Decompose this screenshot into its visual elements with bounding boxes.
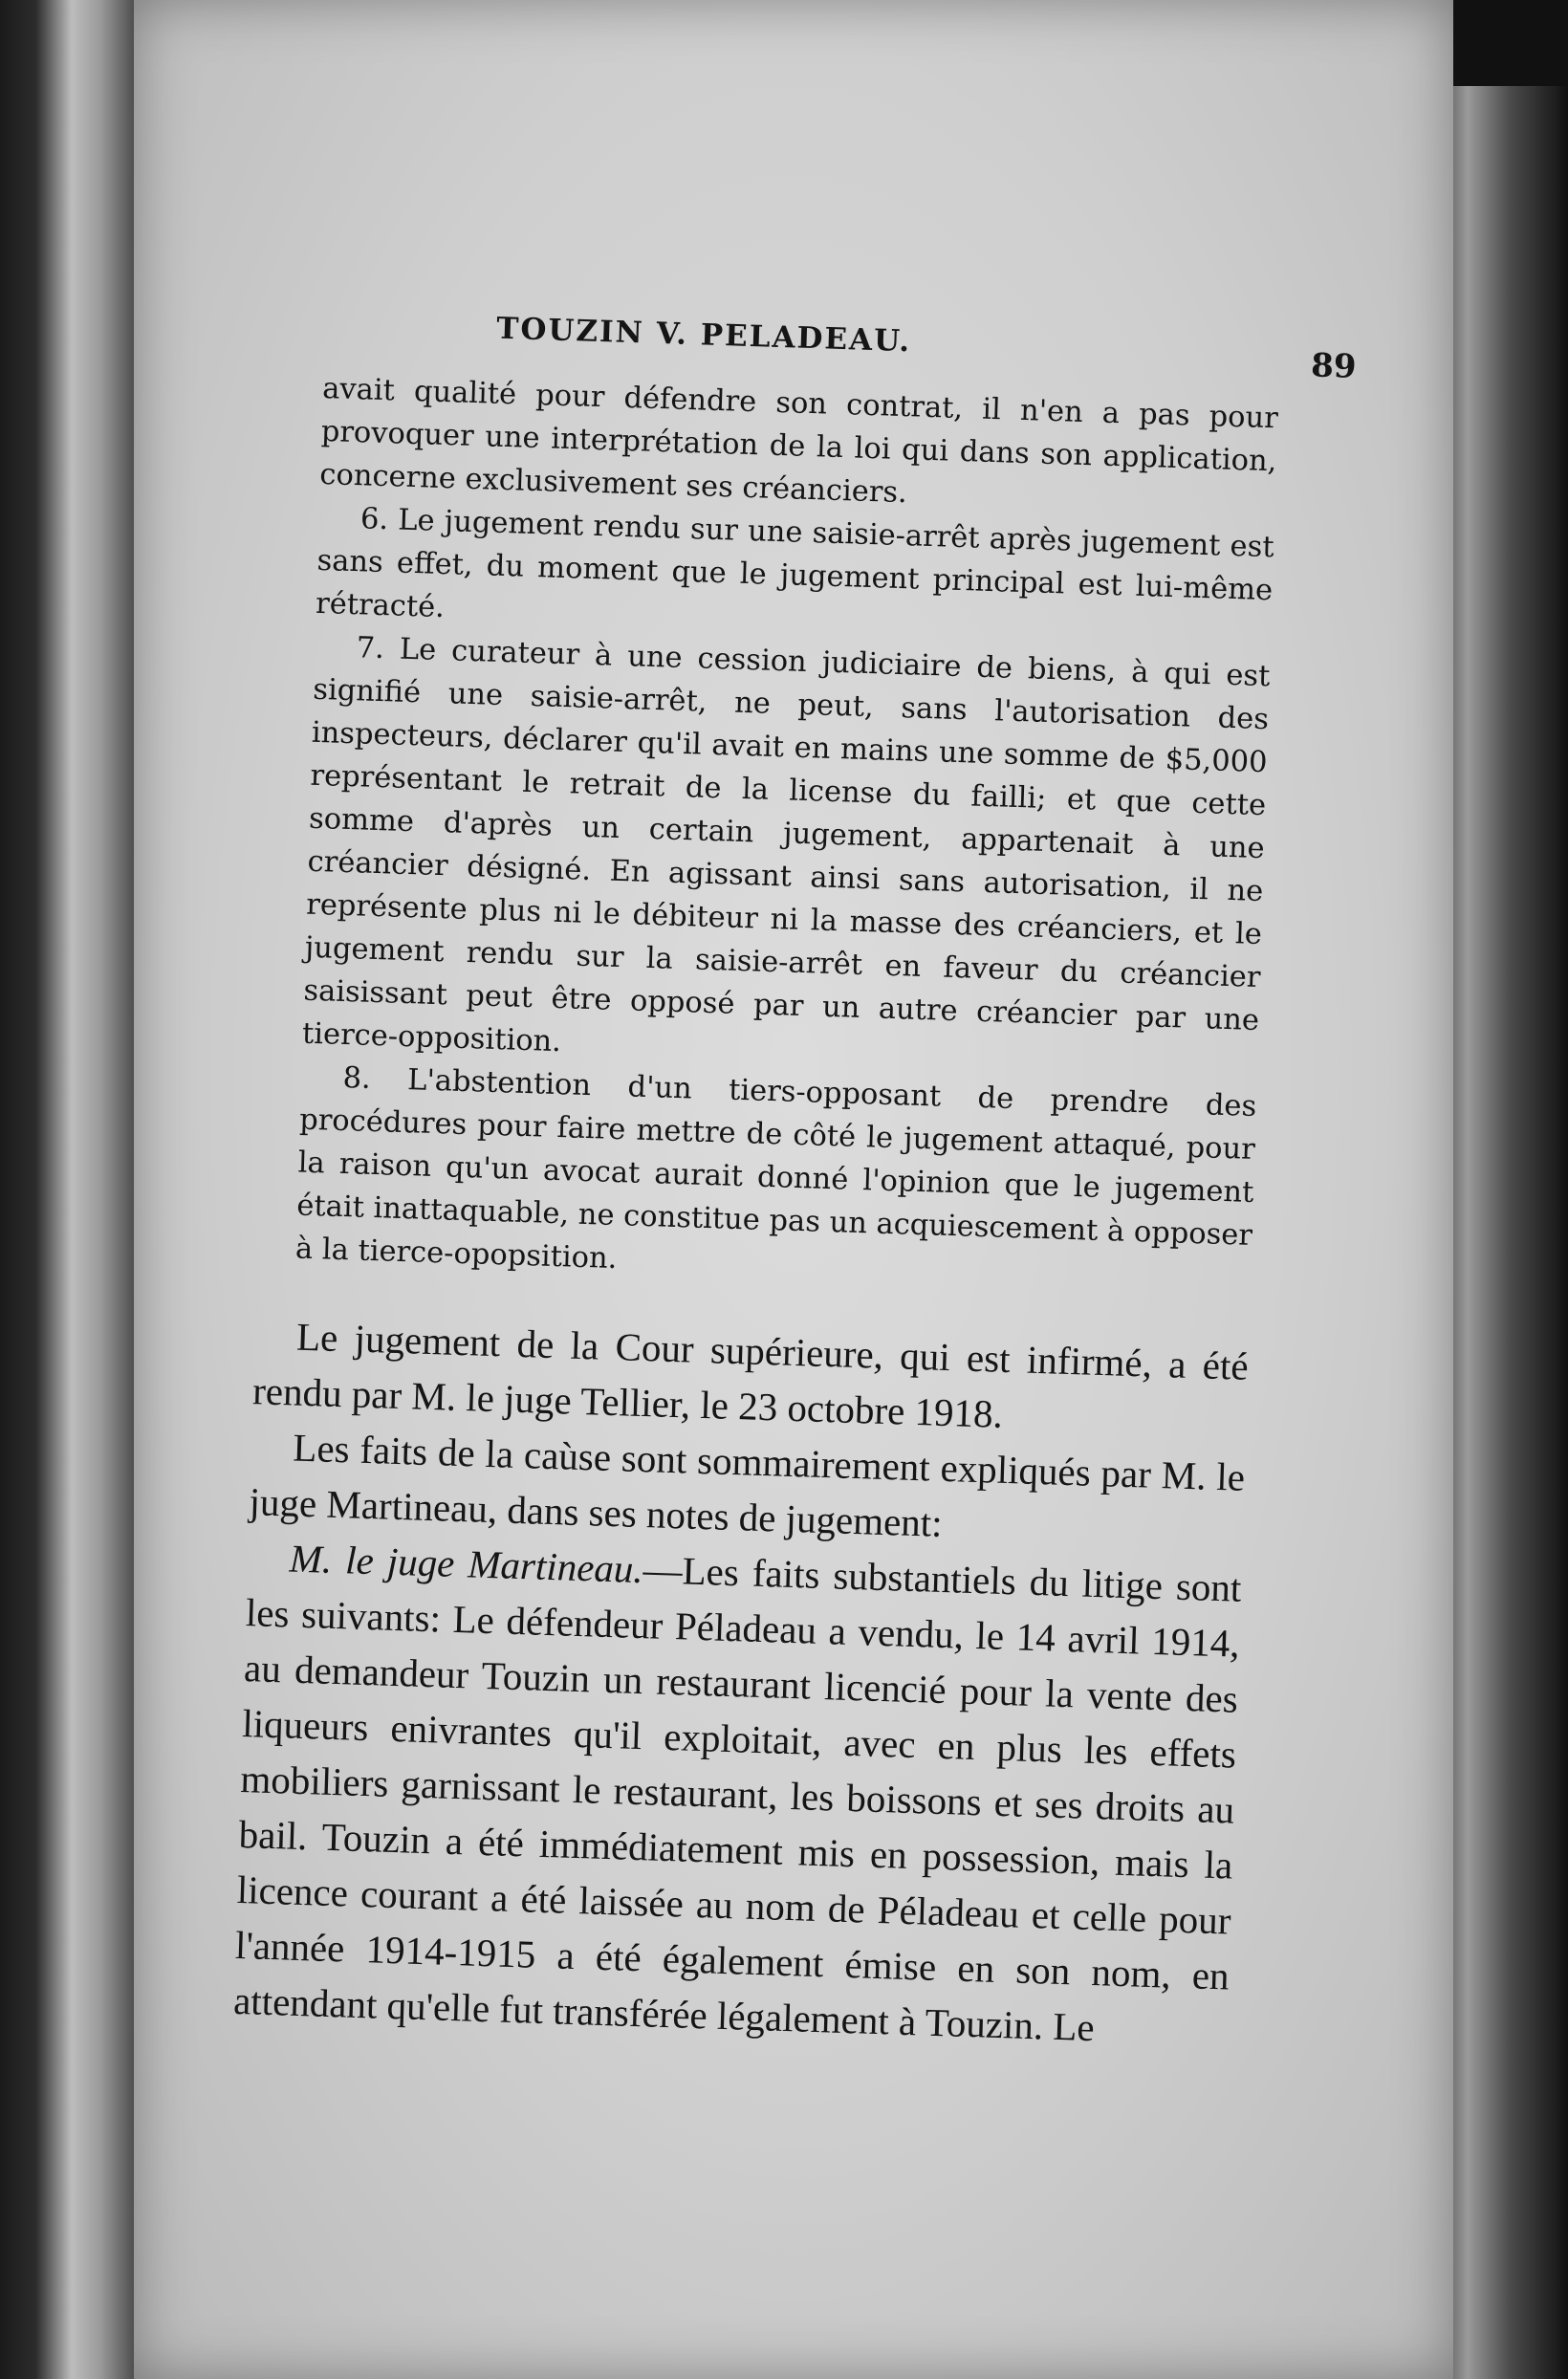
running-title: TOUZIN V. PELADEAU. — [495, 311, 912, 360]
syllabus-item: 6. Le jugement rendu sur une saisie-arrêt après jugement est sans effet, du moment que le jugement principal est lui-même rétracté. — [315, 502, 1275, 625]
body-paragraph-text: —Les faits substantiels du litige sont les suivants: Le défendeur Péladeau a vendu, le 14 avril 1914, au demandeur Touzin un restaurant licencié pour la vente des liqueurs enivrantes qu'il exploitait, avec en plus les effets mobiliers garnissant le restaurant, les boissons et ses droits au bail. Touzin a été immédiatement mis en possession, mais la licence courant a été laissée au nom de Péladeau et celle pour l'année 1914-1915 a été également émise en son nom, en attendant qu'elle fut transférée légalement à Touzin. Le — [232, 1547, 1243, 2050]
syllabus-notes — [294, 367, 1278, 1300]
syllabus-item: avait qualité pour défendre son contrat, il n'en a pas pour provoquer une interprétation de la loi qui dans son application, concerne exclusivement ses créanciers. — [318, 371, 1279, 511]
page-number: 89 — [1310, 346, 1358, 386]
body-paragraph: Le jugement de la Cour supérieure, qui est infirmé, a été rendu par M. le juge Tellier, le 23 octobre 1918. — [251, 1314, 1250, 1436]
book-left-edge — [0, 0, 143, 2379]
syllabus-item: 7. Le curateur à une cession judiciaire de biens, à qui est signifié une saisie-arrêt, ne peut, sans l'autorisation des inspecteurs, déclarer qu'il avait en mains une somme de $5,000 représentant le retrait de la license du failli; et que cette somme d'après un certain jugement, appartenait à une créancier désigné. En agissant ainsi sans autorisation, il ne représente plus ni le débiteur ni la masse des créanciers, et le jugement rendu sur la saisie-arrêt en faveur du créancier saisissant peut être opposé par un autre créancier par une tierce-opposition. — [301, 631, 1271, 1059]
body-paragraph: Les faits de la caùse sont sommairement expliqués par M. le juge Martineau, dans ses notes de jugement: — [248, 1425, 1246, 1545]
judgment-text — [232, 1307, 1249, 2059]
judge-name: M. le juge Martineau. — [289, 1536, 644, 1592]
page-content — [232, 306, 1358, 2060]
syllabus-item: 8. L'abstention d'un tiers-opposant de prendre des procédures pour faire mettre de côté le jugement attaqué, pour la raison qu'un avocat aurait donné l'opinion que le jugement était inattaquable, ne constitue pas un acquiescement à opposer à la tierce-opopsition. — [294, 1060, 1257, 1277]
book-page — [134, 0, 1453, 2379]
body-paragraph — [232, 1529, 1242, 2059]
